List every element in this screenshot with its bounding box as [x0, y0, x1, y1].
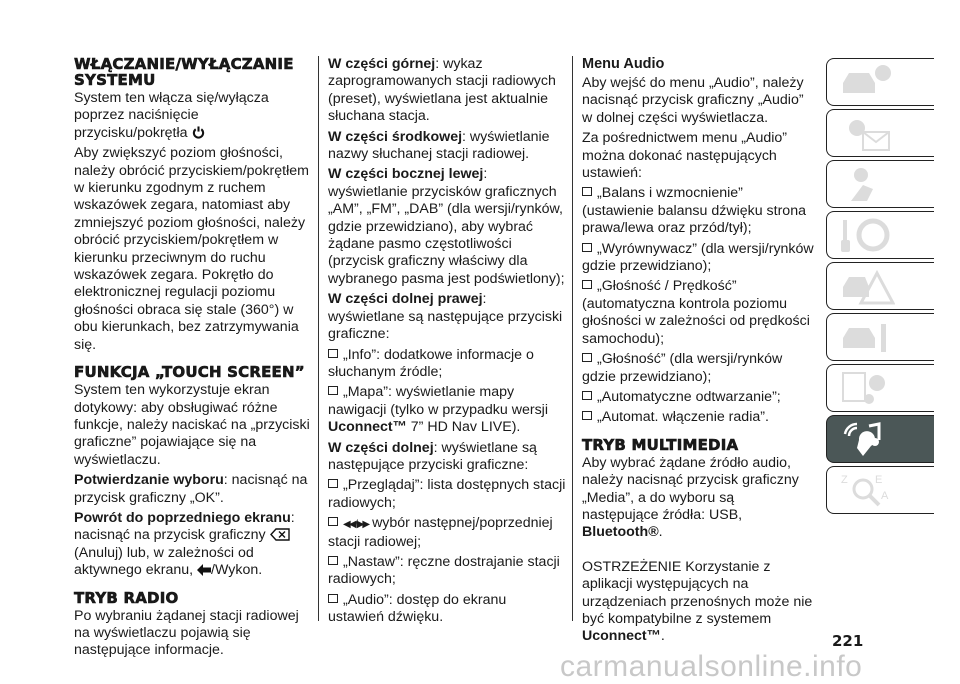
tab-emergency[interactable] — [826, 262, 934, 310]
text: Aby wejść do menu „Audio”, należy nacisnąć przycisk graficzny „Audio” w dolnej części wyświetlacza. — [582, 75, 804, 126]
text: System ten włącza się/wyłącza poprzez naciśnięcie przycisku/pokrętła — [74, 90, 269, 141]
bullet-square-icon — [328, 479, 338, 488]
bullet-square-icon — [328, 594, 338, 603]
list-item — [582, 409, 814, 426]
tab-starting-driving[interactable] — [826, 211, 934, 259]
svg-text:A: A — [881, 490, 889, 502]
list-item — [328, 347, 566, 382]
bold-label: W części dolnej prawej — [328, 291, 483, 308]
list-gears-icon — [839, 369, 895, 407]
text: „Przeglądaj”: lista dostępnych stacji radiowych; — [328, 477, 566, 511]
alphabet-search-icon — [839, 471, 895, 509]
column-2 — [328, 56, 566, 630]
car-info-icon — [839, 63, 895, 101]
text: „Balans i wzmocnienie” (ustawienie balansu dźwięku strona prawa/lewa oraz przód/tył); — [582, 185, 806, 237]
svg-text:E: E — [875, 474, 883, 486]
heading-multimedia: TRYB MULTIMEDIA — [582, 435, 739, 454]
text: Po wybraniu żądanej stacji radiowej na wyświetlaczu pojawią się następujące informacje. — [74, 607, 299, 659]
prev-next-icons: ◀◀ / ▶▶ — [343, 519, 369, 531]
text: (Anuluj) lub, w zależności od aktywnego ekranu, — [74, 544, 254, 579]
bullet-square-icon — [328, 517, 338, 526]
volume-text: Aby zwiększyć poziom głośności, należy obrócić przyciskiem/pokrętłem w kierunku zgodnym z ruchem wskazówek zegara, natomiast aby zmniejszyć poziom głośności, należy obrócić przyciskiem/pokrętłem w kierunku przeciwnym do ruchu wskazówek zegara. Pokrętło do elektronicznej regulacji poziomu głośności obraca się stale (360°) w obu kierunkach, bez zatrzymywania się. — [74, 145, 309, 353]
bold-label: Potwierdzanie wyboru — [74, 472, 224, 489]
car-warning-triangle-icon — [839, 267, 895, 305]
text: Za pośrednictwem menu „Audio” można dokonać następujących ustawień: — [582, 130, 788, 182]
text: : wyświetlane są następujące przyciski graficzne: — [328, 291, 563, 343]
chapter-tabs — [826, 58, 934, 517]
list-item — [582, 389, 814, 406]
heading-touch-screen: FUNKCJA „TOUCH SCREEN” — [74, 363, 305, 382]
text: „Audio”: dostęp do ekranu ustawień dźwięku. — [328, 591, 507, 626]
list-item — [328, 554, 566, 589]
cancel-backspace-icon — [270, 528, 290, 541]
text: Aby wybrać żądane źródło audio, należy nacisnąć przycisk graficzny „Media”, a do wyboru są następujące źródła: USB, — [582, 454, 799, 523]
multimedia-music-icon — [839, 420, 895, 458]
page-number: 221 — [832, 632, 864, 650]
brand: Uconnect™ — [328, 419, 407, 436]
tab-index[interactable] — [826, 466, 934, 514]
text: 7” HD Nav LIVE). — [406, 419, 521, 436]
text: „Automatyczne odtwarzanie”; — [597, 388, 781, 405]
text: „Głośność” (dla wersji/rynków gdzie przewidziano); — [582, 351, 783, 385]
heading-radio: TRYB RADIO — [74, 588, 179, 607]
column-divider — [318, 56, 319, 621]
tab-multimedia[interactable] — [826, 415, 934, 463]
bullet-square-icon — [582, 280, 592, 289]
warning-text: OSTRZEŻENIE Korzystanie z aplikacji występujących na urządzeniach przenośnych może nie być kompatybilne z systemem — [582, 558, 813, 627]
text: wybór następnej/poprzedniej stacji radiowej; — [328, 515, 553, 550]
text: : wyświetlane są następujące przyciski graficzne: — [328, 439, 537, 473]
key-steering-wheel-icon — [839, 216, 895, 254]
bullet-square-icon — [582, 391, 592, 400]
text: : wyświetlanie nazwy słuchanej stacji radiowej. — [328, 128, 550, 163]
text: System ten wykorzystuje ekran dotykowy: aby obsługiwać różne funkcje, należy naciskać na „przyciski graficzne” pojawiające się na wyświetlaczu. — [74, 382, 310, 468]
bold-label: W części górnej — [328, 56, 436, 72]
heading-on-off: WŁĄCZANIE/WYŁĄCZANIE SYSTEMU — [74, 55, 294, 89]
list-item — [328, 384, 566, 436]
bullet-square-icon — [328, 386, 338, 395]
bullet-square-icon — [582, 353, 592, 362]
airbag-seat-icon — [839, 165, 895, 203]
brand: Uconnect™ — [582, 628, 661, 645]
text: : nacisnąć na przycisk graficzny — [74, 509, 295, 544]
bullet-square-icon — [582, 243, 592, 252]
bold-label: W części środkowej — [328, 128, 463, 145]
list-item — [582, 185, 814, 237]
text: . — [658, 524, 663, 541]
heading-menu-audio: Menu Audio — [582, 56, 665, 72]
list-item — [328, 515, 566, 551]
column-3 — [582, 56, 814, 649]
list-item — [582, 351, 814, 386]
tab-safety[interactable] — [826, 160, 934, 208]
list-item — [582, 241, 814, 276]
bold-label: W części bocznej lewej — [328, 166, 484, 183]
brand: Bluetooth® — [582, 524, 659, 541]
text: „Mapa”: wyświetlanie mapy nawigacji (tylko w przypadku wersji — [328, 384, 548, 418]
power-icon — [192, 126, 205, 139]
tab-maintenance[interactable] — [826, 313, 934, 361]
text: „Nastaw”: ręczne dostrajanie stacji radiowych; — [328, 553, 560, 588]
audio-settings-list — [582, 185, 814, 426]
list-item — [582, 278, 814, 348]
text: . — [660, 628, 665, 645]
bold-label: Powrót do poprzedniego ekranu — [74, 509, 291, 526]
text: /Wykon. — [211, 562, 263, 579]
text: : wykaz zaprogramowanych stacji radiowych (preset), wyświetlana jest aktualnie słuchana stacja. — [328, 56, 556, 125]
column-divider — [572, 56, 573, 621]
light-envelope-icon — [839, 114, 895, 152]
text: „Info”: dodatkowe informacje o słuchanym źródle; — [328, 346, 534, 380]
car-wrench-icon — [839, 318, 895, 356]
svg-text:Z: Z — [841, 474, 848, 486]
text: „Automat. włączenie radia”. — [597, 409, 769, 426]
bullet-square-icon — [328, 556, 338, 565]
bold-label: W części dolnej — [328, 439, 434, 456]
back-arrow-icon — [197, 564, 211, 576]
tab-technical-data[interactable] — [826, 364, 934, 412]
bullet-square-icon — [582, 411, 592, 420]
bullet-square-icon — [582, 187, 592, 196]
tab-warning-lights[interactable] — [826, 109, 934, 157]
list-item — [328, 592, 566, 627]
text: : wyświetlanie przycisków graficznych „AM”, „FM”, „DAB” (dla wersji/rynków, gdzie przewidziano), aby wybrać żądane pasmo częstotliwości (przycisk graficzny właściwy dla wybranego pasma jest podświetlony); — [328, 166, 565, 287]
tab-car-info[interactable] — [826, 58, 934, 106]
text: : nacisnąć na przycisk graficzny „OK”. — [74, 472, 308, 506]
text: „Wyrównywacz” (dla wersji/rynków gdzie przewidziano); — [582, 240, 814, 275]
watermark: carmanualsonline.info — [560, 650, 863, 683]
bullet-square-icon — [328, 349, 338, 358]
list-item — [328, 477, 566, 512]
column-1 — [74, 56, 312, 663]
text: „Głośność / Prędkość” (automatyczna kontrola poziomu głośności w zależności od prędkości samochodu); — [582, 278, 810, 347]
